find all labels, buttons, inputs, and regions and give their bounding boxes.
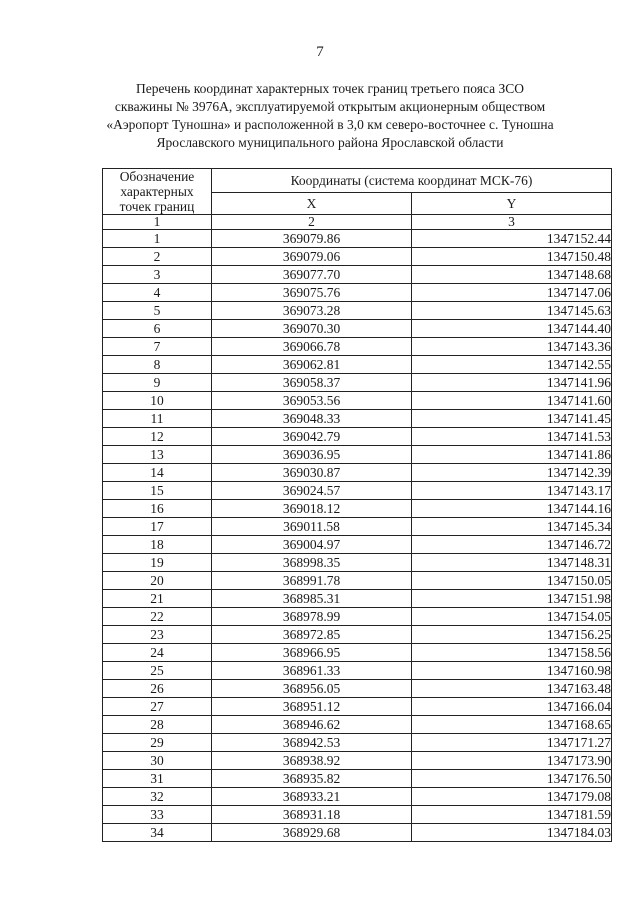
table-body [103,230,612,842]
table-row [103,374,612,392]
y-coordinate-cell: 1347143.17 [412,482,612,500]
x-coordinate-cell: 368985.31 [212,590,412,608]
point-number-cell: 22 [103,608,212,626]
table-row [103,464,612,482]
table-row [103,716,612,734]
point-number-cell: 4 [103,284,212,302]
y-coordinate-cell: 1347154.05 [412,608,612,626]
y-coordinate-cell: 1347141.53 [412,428,612,446]
y-coordinate-cell: 1347146.72 [412,536,612,554]
x-coordinate-cell: 368938.92 [212,752,412,770]
x-coordinate-cell: 369030.87 [212,464,412,482]
x-coordinate-cell: 368972.85 [212,626,412,644]
header-x: X [212,193,412,215]
point-number-cell: 10 [103,392,212,410]
column-index: 1 [103,215,212,230]
y-coordinate-cell: 1347142.39 [412,464,612,482]
x-coordinate-cell: 369024.57 [212,482,412,500]
x-coordinate-cell: 369077.70 [212,266,412,284]
y-coordinate-cell: 1347147.06 [412,284,612,302]
header-y: Y [412,193,612,215]
y-coordinate-cell: 1347143.36 [412,338,612,356]
table-row [103,680,612,698]
x-coordinate-cell: 369048.33 [212,410,412,428]
point-number-cell: 3 [103,266,212,284]
y-coordinate-cell: 1347148.31 [412,554,612,572]
y-coordinate-cell: 1347144.16 [412,500,612,518]
table-row [103,518,612,536]
point-number-cell: 20 [103,572,212,590]
point-number-cell: 24 [103,644,212,662]
x-coordinate-cell: 369066.78 [212,338,412,356]
y-coordinate-cell: 1347141.45 [412,410,612,428]
page-number: 7 [316,44,324,60]
header-coordinates: Координаты (система координат МСК-76) [212,169,612,193]
table-row [103,662,612,680]
table-row [103,626,612,644]
column-index: 3 [412,215,612,230]
x-coordinate-cell: 369079.86 [212,230,412,248]
y-coordinate-cell: 1347166.04 [412,698,612,716]
x-coordinate-cell: 368998.35 [212,554,412,572]
point-number-cell: 28 [103,716,212,734]
table-row [103,428,612,446]
point-number-cell: 34 [103,824,212,842]
column-index: 2 [212,215,412,230]
point-number-cell: 32 [103,788,212,806]
y-coordinate-cell: 1347176.50 [412,770,612,788]
point-number-cell: 27 [103,698,212,716]
table-row [103,284,612,302]
point-number-cell: 6 [103,320,212,338]
column-index-row [103,215,612,230]
y-coordinate-cell: 1347181.59 [412,806,612,824]
coordinates-table [102,168,612,842]
y-coordinate-cell: 1347144.40 [412,320,612,338]
title-line: Перечень координат характерных точек границ третьего пояса ЗСО [136,81,524,96]
point-number-cell: 14 [103,464,212,482]
x-coordinate-cell: 369036.95 [212,446,412,464]
table-row [103,752,612,770]
table-row [103,734,612,752]
table-row [103,356,612,374]
point-number-cell: 2 [103,248,212,266]
table-row [103,248,612,266]
table-row [103,338,612,356]
x-coordinate-cell: 369062.81 [212,356,412,374]
table-row [103,302,612,320]
point-number-cell: 16 [103,500,212,518]
title-line: Ярославского муниципального района Ярославской области [156,135,504,150]
table-row [103,266,612,284]
x-coordinate-cell: 368956.05 [212,680,412,698]
point-number-cell: 18 [103,536,212,554]
x-coordinate-cell: 369018.12 [212,500,412,518]
x-coordinate-cell: 368991.78 [212,572,412,590]
x-coordinate-cell: 368946.62 [212,716,412,734]
table-row [103,608,612,626]
y-coordinate-cell: 1347184.03 [412,824,612,842]
x-coordinate-cell: 369042.79 [212,428,412,446]
point-number-cell: 5 [103,302,212,320]
y-coordinate-cell: 1347163.48 [412,680,612,698]
point-number-cell: 23 [103,626,212,644]
x-coordinate-cell: 368933.21 [212,788,412,806]
y-coordinate-cell: 1347156.25 [412,626,612,644]
table-row [103,698,612,716]
x-coordinate-cell: 369053.56 [212,392,412,410]
y-coordinate-cell: 1347173.90 [412,752,612,770]
y-coordinate-cell: 1347152.44 [412,230,612,248]
table-row [103,500,612,518]
table-row [103,770,612,788]
y-coordinate-cell: 1347141.96 [412,374,612,392]
y-coordinate-cell: 1347158.56 [412,644,612,662]
point-number-cell: 19 [103,554,212,572]
y-coordinate-cell: 1347151.98 [412,590,612,608]
point-number-cell: 11 [103,410,212,428]
y-coordinate-cell: 1347179.08 [412,788,612,806]
table-row [103,320,612,338]
x-coordinate-cell: 369004.97 [212,536,412,554]
y-coordinate-cell: 1347150.48 [412,248,612,266]
title-line: скважины № 3976А, эксплуатируемой открытым акционерным обществом [114,99,546,114]
point-number-cell: 33 [103,806,212,824]
x-coordinate-cell: 369070.30 [212,320,412,338]
table-row [103,554,612,572]
x-coordinate-cell: 369058.37 [212,374,412,392]
table-row [103,644,612,662]
title-line: «Аэропорт Туношна» и расположенной в 3,0 км северо-восточнее с. Туношна [106,117,554,132]
y-coordinate-cell: 1347148.68 [412,266,612,284]
x-coordinate-cell: 368966.95 [212,644,412,662]
x-coordinate-cell: 369011.58 [212,518,412,536]
y-coordinate-cell: 1347168.65 [412,716,612,734]
y-coordinate-cell: 1347150.05 [412,572,612,590]
header-point-designation: Обозначение характерных точек границ [103,169,212,215]
point-number-cell: 13 [103,446,212,464]
x-coordinate-cell: 368961.33 [212,662,412,680]
y-coordinate-cell: 1347142.55 [412,356,612,374]
point-number-cell: 9 [103,374,212,392]
point-number-cell: 12 [103,428,212,446]
table-row [103,410,612,428]
y-coordinate-cell: 1347145.34 [412,518,612,536]
document-title [90,80,570,152]
point-number-cell: 8 [103,356,212,374]
x-coordinate-cell: 368978.99 [212,608,412,626]
y-coordinate-cell: 1347141.60 [412,392,612,410]
x-coordinate-cell: 368951.12 [212,698,412,716]
point-number-cell: 21 [103,590,212,608]
table-row [103,806,612,824]
table-row [103,446,612,464]
x-coordinate-cell: 368942.53 [212,734,412,752]
table-row [103,788,612,806]
table-row [103,230,612,248]
point-number-cell: 25 [103,662,212,680]
point-number-cell: 7 [103,338,212,356]
table-row [103,572,612,590]
point-number-cell: 31 [103,770,212,788]
point-number-cell: 17 [103,518,212,536]
table-row [103,392,612,410]
y-coordinate-cell: 1347160.98 [412,662,612,680]
y-coordinate-cell: 1347145.63 [412,302,612,320]
y-coordinate-cell: 1347141.86 [412,446,612,464]
x-coordinate-cell: 368935.82 [212,770,412,788]
y-coordinate-cell: 1347171.27 [412,734,612,752]
table-row [103,824,612,842]
point-number-cell: 26 [103,680,212,698]
table-row [103,536,612,554]
table-row [103,482,612,500]
point-number-cell: 30 [103,752,212,770]
x-coordinate-cell: 369079.06 [212,248,412,266]
point-number-cell: 29 [103,734,212,752]
x-coordinate-cell: 369075.76 [212,284,412,302]
x-coordinate-cell: 368931.18 [212,806,412,824]
x-coordinate-cell: 369073.28 [212,302,412,320]
point-number-cell: 1 [103,230,212,248]
x-coordinate-cell: 368929.68 [212,824,412,842]
table-row [103,590,612,608]
point-number-cell: 15 [103,482,212,500]
